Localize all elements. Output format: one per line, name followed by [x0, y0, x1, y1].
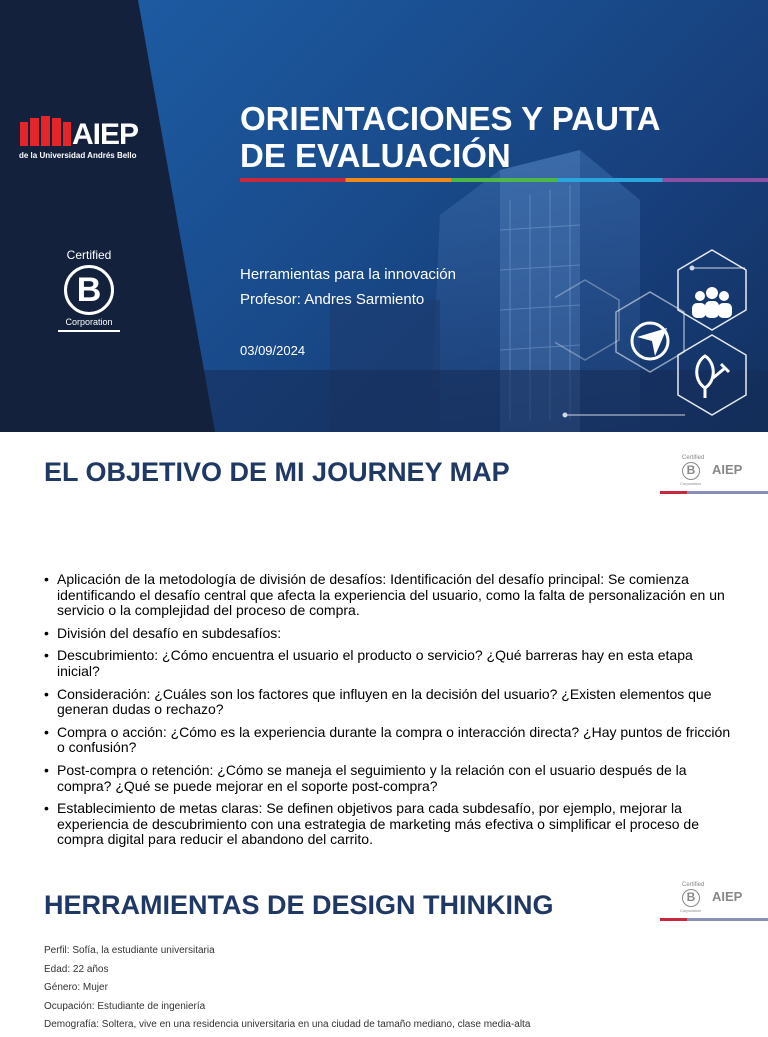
bullet-item: • División del desafío en subdesafíos: [44, 626, 734, 642]
mini-aiep-logo: AIEP [712, 462, 743, 477]
persona-line: Edad: 22 años [44, 963, 109, 975]
bullet-item: • Descubrimiento: ¿Cómo encuentra el usuario el producto o servicio? ¿Qué barreras hay en esta etapa inicial? [44, 648, 734, 679]
persona-line: Demografía: Soltera, vive en una residencia universitaria en una ciudad de tamaño mediano, clase media-alta [44, 1019, 531, 1030]
plug-leaf-icon [697, 356, 729, 398]
title-line-1: ORIENTACIONES Y PAUTA [240, 100, 661, 137]
title-line-2: DE EVALUACIÓN [240, 137, 511, 174]
mini-corporation: Corporation [680, 908, 701, 913]
presentation-date: 03/09/2024 [240, 343, 306, 358]
b-corp-badge [58, 248, 120, 332]
rainbow-divider [240, 178, 768, 182]
b-corp-ring [64, 265, 114, 315]
journey-map-bullets [44, 572, 734, 855]
hexagon-icons-cluster [555, 240, 768, 432]
persona-line: Género: Mujer [44, 982, 108, 993]
subtitle-block [240, 262, 456, 312]
bullet-item: • Consideración: ¿Cuáles son los factores que influyen en la decisión del usuario? ¿Existen elementos que generan dudas o rechazo? [44, 687, 734, 718]
mini-b-icon: B [682, 889, 700, 907]
aiep-logo-subtitle: de la Universidad Andrés Bello [19, 151, 137, 160]
b-letter: B [76, 271, 102, 309]
professor-name: Profesor: Andres Sarmiento [240, 291, 425, 308]
mini-aiep-logo: AIEP [712, 889, 743, 904]
aiep-logo-text: AIEP [72, 118, 139, 151]
design-thinking-title: HERRAMIENTAS DE DESIGN THINKING [44, 890, 554, 920]
title-slide [0, 0, 768, 432]
presentation-title [240, 100, 740, 174]
bullet-item: • Compra o acción: ¿Cómo es la experiencia durante la compra o interacción directa? ¿Hay puntos de fricción o confusión? [44, 725, 734, 756]
b-corp-certified: Certified [66, 248, 112, 262]
persona-line: Perfil: Sofía, la estudiante universitaria [44, 945, 215, 956]
mini-b-icon: B [682, 462, 700, 480]
mini-logo-slide3 [660, 882, 768, 924]
mini-logo-underline [660, 491, 768, 494]
persona-line: Ocupación: Estudiante de ingeniería [44, 1000, 206, 1012]
bullet-item: • Post-compra o retención: ¿Cómo se maneja el seguimiento y la relación con el usuario después de la compra? ¿Qué se puede mejorar en el soporte post-compra? [44, 763, 734, 794]
persona-profile [44, 944, 744, 1037]
mini-corporation: Corporation [680, 481, 701, 486]
people-icon [692, 287, 732, 318]
mini-certified: Certified [682, 455, 705, 461]
journey-map-title: EL OBJETIVO DE MI JOURNEY MAP [44, 457, 510, 487]
b-corp-corporation: Corporation [58, 317, 120, 332]
bullet-item: • Aplicación de la metodología de división de desafíos: Identificación del desafío principal: Se comienza identificando el desafío central que afecta la experiencia del usuario, como la falta de personalización en un servicio o la complejidad del proceso de compra. [44, 572, 734, 619]
mini-logo-slide2 [660, 455, 768, 497]
compass-icon [632, 323, 668, 359]
mini-certified: Certified [682, 882, 705, 888]
course-name: Herramientas para la innovación [240, 266, 456, 283]
mini-logo-underline [660, 918, 768, 921]
bullet-item: • Establecimiento de metas claras: Se definen objetivos para cada subdesafío, por ejemplo, mejorar la experiencia de descubrimiento con una estrategia de marketing más efectiva o simplificar el proceso de compra digital para reducir el abandono del carrito. [44, 801, 734, 848]
